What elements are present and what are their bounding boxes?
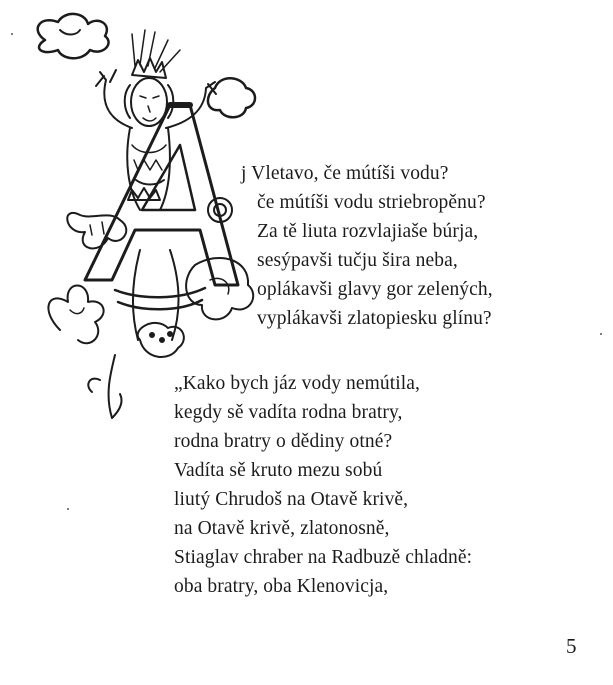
verse-line: Za tě liuta rozvlajiaše búrja, bbox=[257, 221, 479, 242]
scan-speck bbox=[600, 333, 602, 335]
ornamental-initial-A-icon bbox=[20, 10, 260, 430]
verse-line: Stiaglav chraber na Radbuzě chladně: bbox=[174, 547, 473, 568]
verse-line: liutý Chrudoš na Otavě krivě, bbox=[174, 489, 409, 510]
verse-line: če mútíši vodu striebropěnu? bbox=[257, 192, 486, 213]
verse-line: kegdy sě vadíta rodna bratry, bbox=[174, 402, 403, 423]
verse-line: sesýpavši tučju šira neba, bbox=[257, 250, 458, 271]
verse-line: vyplákavši zlatopiesku glínu? bbox=[257, 308, 492, 329]
stanza-2 bbox=[174, 369, 472, 601]
scan-speck bbox=[67, 508, 69, 510]
verse-line: „Kako bych jáz vody nemútila, bbox=[174, 373, 421, 394]
verse-line: Vadíta sě kruto mezu sobú bbox=[174, 460, 383, 481]
stanza-1 bbox=[241, 159, 493, 333]
page-number: 5 bbox=[566, 634, 577, 658]
verse-line: j Vletavo, če mútíši vodu? bbox=[241, 163, 449, 184]
verse-line: rodna bratry o dědiny otné? bbox=[174, 431, 393, 452]
verse-line: oplákavši glavy gor zelených, bbox=[257, 279, 493, 300]
scan-speck bbox=[11, 33, 13, 35]
verse-line: na Otavě krivě, zlatonosně, bbox=[174, 518, 390, 539]
verse-line: oba bratry, oba Klenovicja, bbox=[174, 576, 389, 597]
